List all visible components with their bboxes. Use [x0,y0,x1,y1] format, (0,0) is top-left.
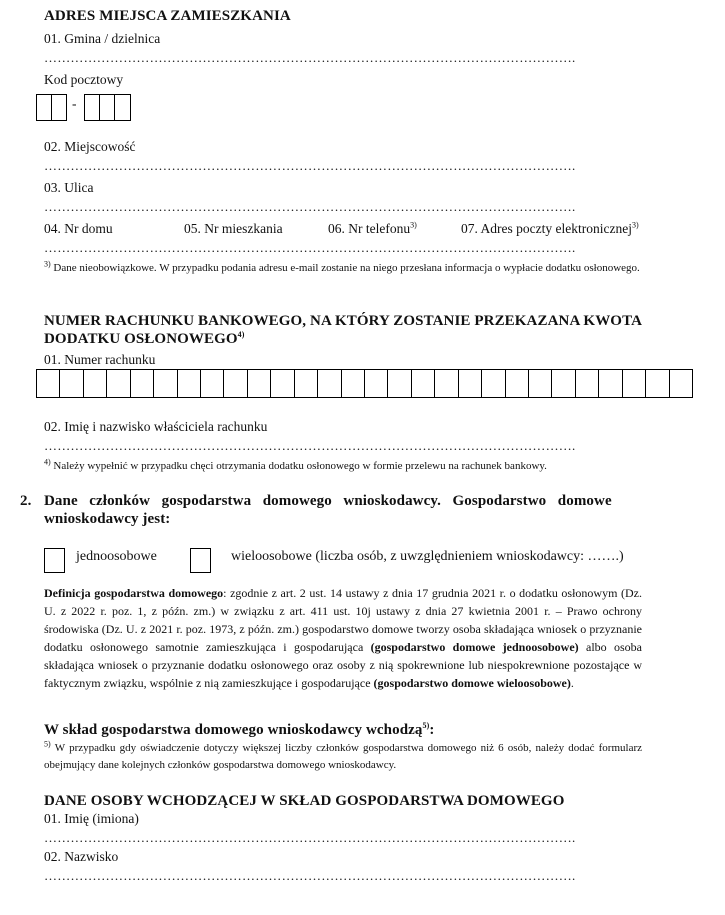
bank-section-title-line2: DODATKU OSŁONOWEGO$^{4)}$ [44,330,245,347]
account-digit-box[interactable] [481,369,505,398]
single-person-checkbox[interactable] [44,548,65,573]
postal-code-label: Kod pocztowy [44,72,124,87]
account-digit-box[interactable] [505,369,529,398]
account-digit-box[interactable] [130,369,154,398]
first-name-field[interactable]: …………………………………………………………………………………………………………. [44,830,576,845]
postal-code-dash: - [72,96,77,111]
account-owner-field[interactable]: …………………………………………………………………………………………………………. [44,438,576,453]
household-title-line2: wnioskodawcy jest: [44,511,171,527]
apartment-number-label: 05. Nr mieszkania [184,221,283,236]
postal-code-digit-1[interactable] [36,94,52,121]
first-name-label: 01. Imię (imiona) [44,811,139,826]
account-digit-box[interactable] [551,369,575,398]
street-label: 03. Ulica [44,180,94,195]
members-title: W skład gospodarstwa domowego wnioskodawcy wchodzą$^{5)}$: [44,721,435,738]
account-digit-box[interactable] [247,369,271,398]
city-label: 02. Miejscowość [44,139,136,154]
email-label: 07. Adres poczty elektronicznej$^{3)}$ [461,220,639,236]
single-person-label: jednoosobowe [76,549,157,564]
street-field[interactable]: …………………………………………………………………………………………………………. [44,199,576,214]
household-definition: Definicja gospodarstwa domowego: zgodnie z art. 2 ust. 14 ustawy z dnia 17 grudnia 2021 r. o dodatku osłonowym (Dz. U. z 2022 r. poz. 1, z późn. zm.) w związku z art. 411 ust. 10j ustawy z dnia 27 kwietnia 2001 r. – Prawo ochrony środowiska (Dz. U. z 2021 r. poz. 1973, z późn. zm.) gospodarstwo domowe tworzy osoba składająca wniosek o przyznanie dodatku osłonowego samotnie zamieszkująca i gospodarująca (gospodarstwo domowe jednoosobowe) albo osoba składająca wniosek o przyznanie dodatku osłonowego oraz osoby z nią spokrewnione lub niespokrewnione pozostające w faktycznym związku, wspólnie z nią zamieszkujące i gospodarujące (gospodarstwo domowe wieloosobowe). [44,586,643,690]
account-digit-box[interactable] [341,369,365,398]
bank-footnote: $^{4)}$ Należy wypełnić w przypadku chęci otrzymania dodatku osłonowego w formie przelewu na rachunek bankowy. [44,457,547,472]
person-section-title: DANE OSOBY WCHODZĄCEJ W SKŁAD GOSPODARSTWA DOMOWEGO [44,793,565,809]
account-digit-box[interactable] [645,369,669,398]
account-digit-box[interactable] [153,369,177,398]
bank-section-title-line1: NUMER RACHUNKU BANKOWEGO, NA KTÓRY ZOSTANIE PRZEKAZANA KWOTA [44,313,642,329]
account-digit-box[interactable] [59,369,83,398]
postal-code-digit-4[interactable] [99,94,115,121]
account-digit-box[interactable] [317,369,341,398]
account-owner-label: 02. Imię i nazwisko właściciela rachunku [44,419,268,434]
account-digit-box[interactable] [669,369,693,398]
municipality-label: 01. Gmina / dzielnica [44,31,161,46]
contact-fields-line[interactable]: …………………………………………………………………………………………………………. [44,240,576,255]
section-number: 2. [20,493,32,509]
account-digit-box[interactable] [223,369,247,398]
municipality-field[interactable]: …………………………………………………………………………………………………………. [44,50,576,65]
postal-code-digit-3[interactable] [84,94,100,121]
phone-label: 06. Nr telefonu$^{3)}$ [328,220,417,236]
multi-person-label: wieloosobowe (liczba osób, z uwzględnieniem wnioskodawcy: …….) [231,549,624,564]
account-digit-box[interactable] [270,369,294,398]
account-digit-box[interactable] [36,369,60,398]
city-field[interactable]: …………………………………………………………………………………………………………. [44,158,576,173]
last-name-field[interactable]: …………………………………………………………………………………………………………. [44,868,576,883]
account-digit-box[interactable] [200,369,224,398]
members-footnote: $^{5)}$ W przypadku gdy oświadczenie dotyczy większej liczby członków gospodarstwa domowego niż 6 osób, należy dodać formularz obejmujący dane kolejnych członków gospodarstwa domowego wnioskodawcy. [44,739,643,771]
account-digit-box[interactable] [575,369,599,398]
account-digit-box[interactable] [528,369,552,398]
account-digit-box[interactable] [177,369,201,398]
postal-code-digit-5[interactable] [114,94,131,121]
last-name-label: 02. Nazwisko [44,849,119,864]
multi-person-checkbox[interactable] [190,548,211,573]
account-digit-box[interactable] [387,369,411,398]
account-digit-box[interactable] [598,369,622,398]
account-digit-box[interactable] [622,369,646,398]
household-title-line1: Dane członków gospodarstwa domowego wnioskodawcy. Gospodarstwo domowe [44,493,612,509]
postal-code-digit-2[interactable] [51,94,67,121]
account-digit-box[interactable] [458,369,482,398]
account-digit-box[interactable] [294,369,318,398]
account-digit-box[interactable] [434,369,458,398]
account-number-label: 01. Numer rachunku [44,352,156,367]
account-digit-box[interactable] [106,369,130,398]
account-digit-box[interactable] [83,369,107,398]
house-number-label: 04. Nr domu [44,221,113,236]
address-section-title: ADRES MIEJSCA ZAMIESZKANIA [44,8,291,24]
account-digit-box[interactable] [364,369,388,398]
account-digit-box[interactable] [411,369,435,398]
address-footnote: $^{3)}$ Dane nieobowiązkowe. W przypadku podania adresu e-mail zostanie na niego przesłana informacja o wypłacie dodatku osłonowego. [44,259,640,274]
